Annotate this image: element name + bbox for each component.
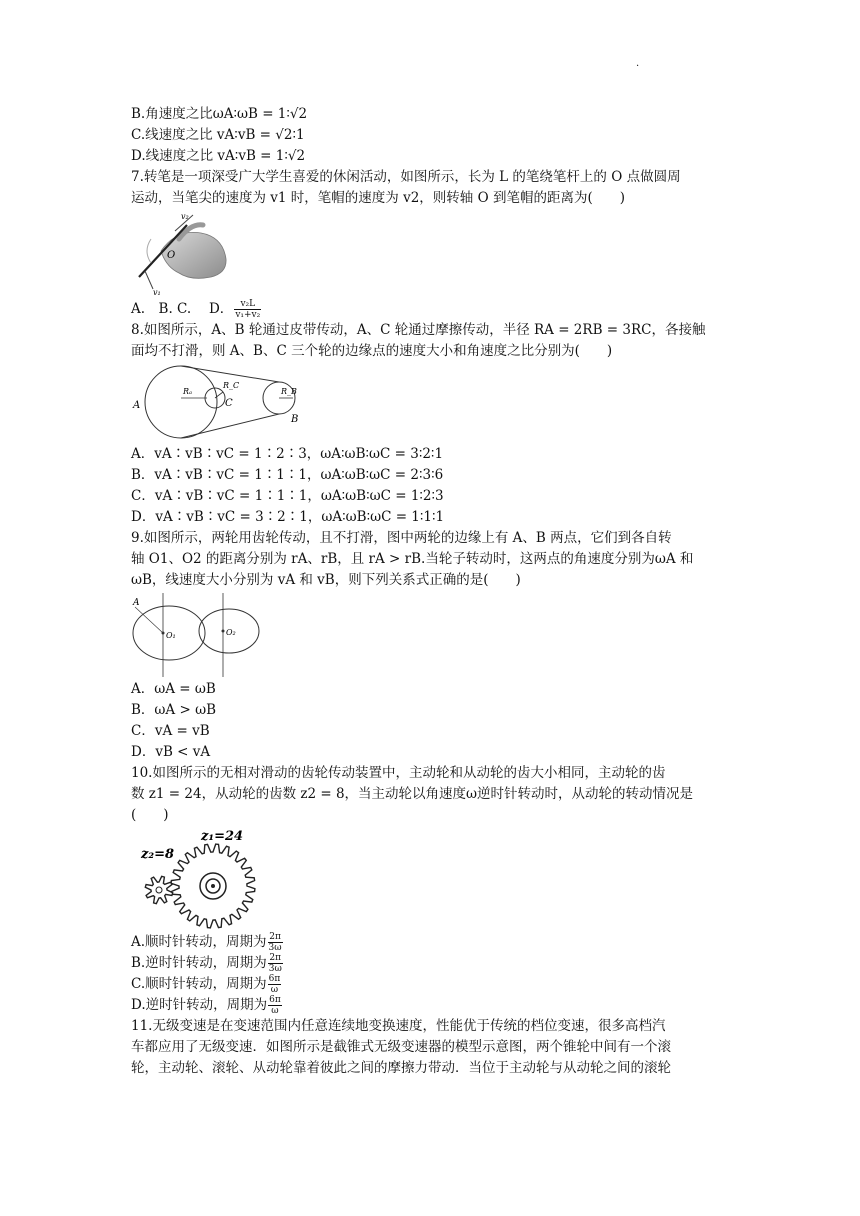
q7-stem-line2: 运动，当笔尖的速度为 v1 时，笔帽的速度为 v2，则转轴 O 到笔帽的距离为( ) xyxy=(131,190,625,206)
q7-options xyxy=(131,299,736,320)
q10-option-b-fraction: $\frac{2\pi}{3\omega}$ xyxy=(268,953,282,974)
q10-option-c-fraction: $\frac{6\pi}{\omega}$ xyxy=(268,974,281,995)
q10-stem-line1: 10.如图所示的无相对滑动的齿轮传动装置中，主动轮和从动轮的齿大小相同，主动轮的齿 xyxy=(131,765,666,781)
q9-option-a: A．ωA = ωB xyxy=(131,681,216,697)
q10-option-b: B.逆时针转动，周期为 $\frac{2\pi}{3\omega}$ xyxy=(131,953,282,974)
q10-driven-gear-teeth xyxy=(145,876,172,903)
q10-gears-figure xyxy=(131,828,261,930)
q8-fig-rb-label: R_B xyxy=(281,387,297,396)
q9-option-b: B．ωA > ωB xyxy=(131,702,217,718)
q9-option-c: C．vA = vB xyxy=(131,723,210,739)
q10-fig-z2-label: z₂=8 xyxy=(141,847,175,862)
q10-option-d-fraction: $\frac{6\pi}{\omega}$ xyxy=(269,995,281,1016)
q6-option-d: D.线速度之比 vA∶vB = 1∶√2 xyxy=(131,148,306,164)
q11-stem-line1: 11.无级变速是在变速范围内任意连续地变换速度，性能优于传统的档位变速，很多高档汽 xyxy=(131,1018,666,1034)
header-mark: . xyxy=(636,58,640,69)
q7-fig-v1-label: v₁ xyxy=(153,288,161,297)
q10-option-a-fraction: $\frac{2\pi}{3\omega}$ xyxy=(268,932,282,953)
q8-fig-ra-label: Rₐ xyxy=(183,387,193,396)
q8-option-a: A．vA∶vB∶vC = 1∶2∶3，ωA∶ωB∶ωC = 3∶2∶1 xyxy=(131,446,444,462)
q9-stem-line1: 9.如图所示，两轮用齿轮传动，且不打滑，图中两轮的边缘上有 A、B 两点，它们到各自转 xyxy=(131,530,672,546)
q9-fig-o1-label: O₁ xyxy=(166,631,176,640)
q8-wheels-figure xyxy=(131,364,311,442)
q8-stem-line1: 8.如图所示，A、B 轮通过皮带传动，A、C 轮通过摩擦传动，半径 RA = 2RB = 3RC，各接触 xyxy=(131,322,706,338)
q10-option-a: A.顺时针转动，周期为 $\frac{2\pi}{3\omega}$ xyxy=(131,932,282,953)
q6-option-b: B.角速度之比ωA∶ωB = 1∶√2 xyxy=(131,106,308,122)
q9-fig-o2-label: O₂ xyxy=(226,628,236,637)
q8-stem-line2: 面均不打滑，则 A、B、C 三个轮的边缘点的速度大小和角速度之比分别为( ) xyxy=(131,343,613,359)
q7-option-d-fraction: $\frac{\text{v₂L}}{\text{v₁+v₂}}$ xyxy=(235,299,261,320)
q8-fig-c-label: C xyxy=(225,398,233,409)
q7-fig-v2-label: v₂ xyxy=(181,212,189,221)
q10-option-c: C.顺时针转动，周期为 $\frac{6\pi}{\omega}$ xyxy=(131,974,281,995)
q7-options-prefix: A. B. C. D． xyxy=(131,301,234,317)
q7-fig-o-label: O xyxy=(167,250,176,261)
q9-gears-figure xyxy=(131,593,271,677)
q8-fig-b-label: B xyxy=(291,414,299,425)
q9-stem-line3: ωB，线速度大小分别为 vA 和 vB，则下列关系式正确的是( ) xyxy=(131,572,521,588)
q8-fig-a-label: A xyxy=(133,400,141,411)
q10-stem-line3: ( ) xyxy=(131,807,169,823)
q11-stem-line3: 轮，主动轮、滚轮、从动轮靠着彼此之间的摩擦力带动．当位于主动轮与从动轮之间的滚轮 xyxy=(131,1060,671,1076)
q9-fig-a-label: A xyxy=(133,598,140,608)
q7-pen-figure xyxy=(131,211,231,297)
q8-option-d: D．vA∶vB∶vC = 3∶2∶1，ωA∶ωB∶ωC = 1∶1∶1 xyxy=(131,509,445,525)
q6-option-c: C.线速度之比 vA∶vB = √2∶1 xyxy=(131,127,305,143)
q8-fig-rc-label: R_C xyxy=(223,381,240,390)
q8-option-b: B．vA∶vB∶vC = 1∶1∶1，ωA∶ωB∶ωC = 2∶3∶6 xyxy=(131,467,444,483)
q8-option-c: C．vA∶vB∶vC = 1∶1∶1，ωA∶ωB∶ωC = 1∶2∶3 xyxy=(131,488,444,504)
q10-driven-gear xyxy=(145,876,172,903)
q10-stem-line2: 数 z1 = 24，从动轮的齿数 z2 = 8，当主动轮以角速度ω逆时针转动时，从动轮的转动情况是 xyxy=(131,786,694,802)
q10-option-d: D.逆时针转动，周期为 $\frac{6\pi}{\omega}$ xyxy=(131,995,281,1016)
q10-fig-z1-label: z₁=24 xyxy=(201,829,244,844)
q7-stem-line1: 7.转笔是一项深受广大学生喜爱的休闲活动，如图所示，长为 L 的笔绕笔杆上的 O 点做圆周 xyxy=(131,169,681,185)
q9-option-d: D．vB < vA xyxy=(131,744,211,760)
q11-stem-line2: 车都应用了无级变速．如图所示是截锥式无级变速器的模型示意图，两个锥轮中间有一个滚 xyxy=(131,1039,671,1055)
page-content xyxy=(131,104,736,1079)
q9-stem-line2: 轴 O1、O2 的距离分别为 rA、rB，且 rA > rB.当轮子转动时，这两点的角速度分别为ωA 和 xyxy=(131,551,694,567)
